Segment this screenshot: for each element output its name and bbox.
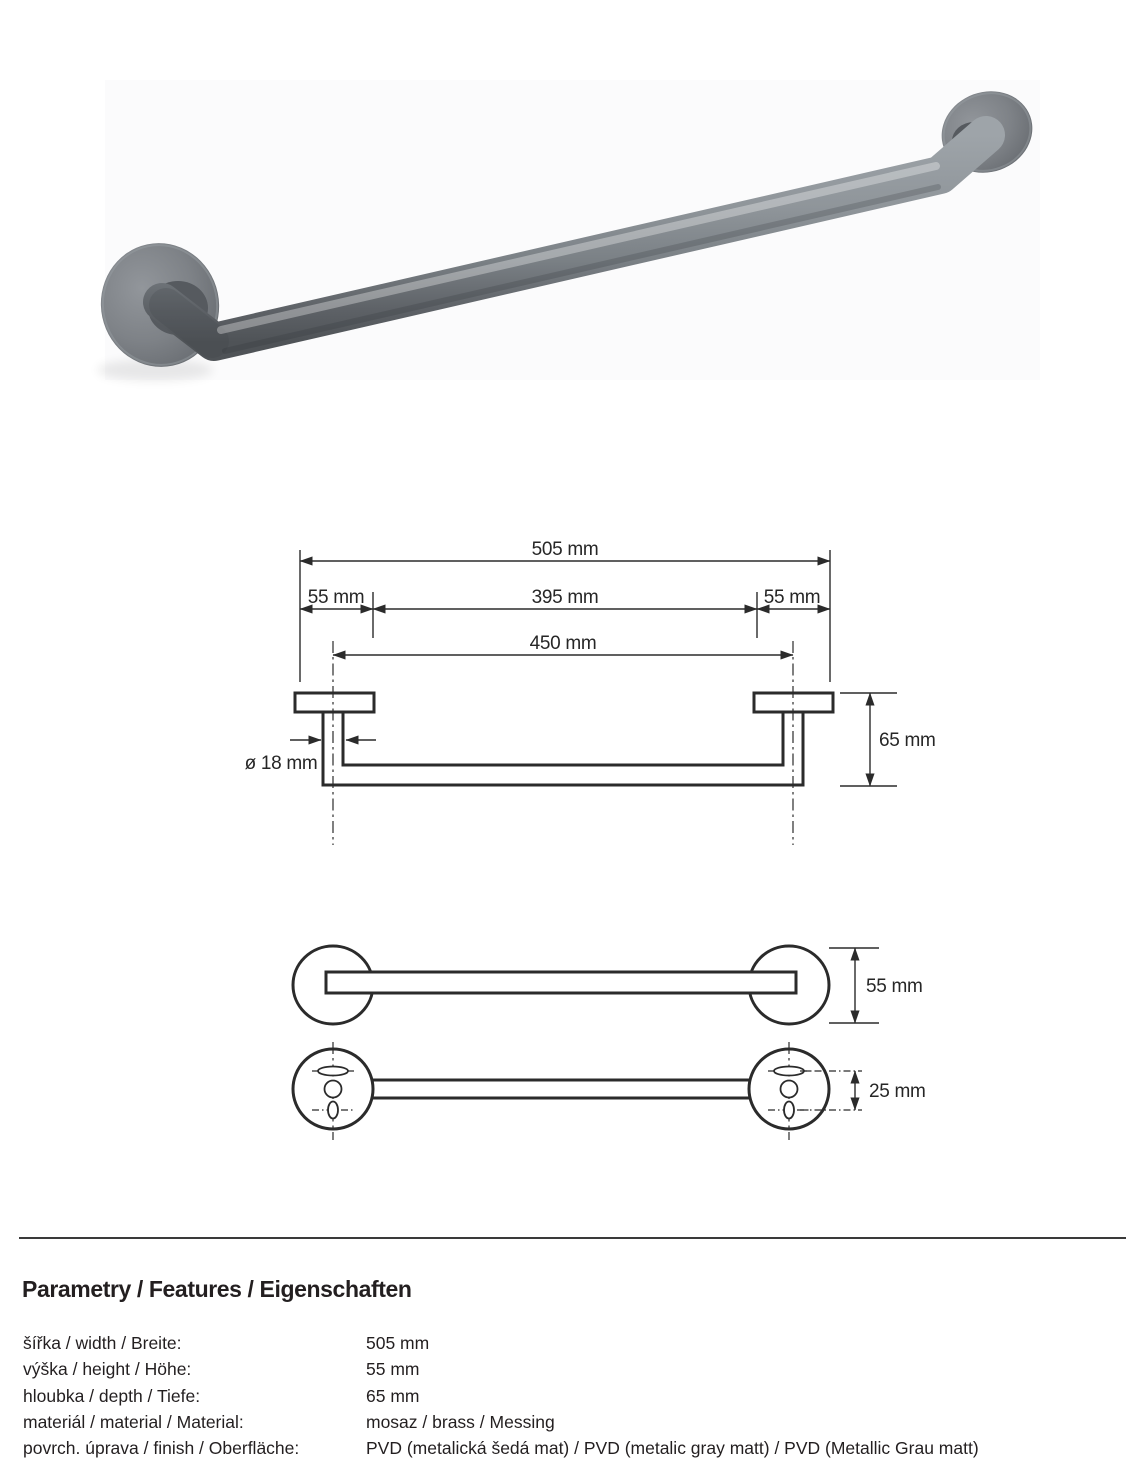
dim-inner-width-label: 395 mm: [531, 587, 599, 608]
slot-bottom-icon: [328, 1102, 338, 1119]
hole-center-icon: [325, 1081, 342, 1098]
dim-total-width: [300, 539, 830, 561]
bar-front: [326, 972, 796, 993]
param-value: mosaz / brass / Messing: [366, 1411, 555, 1432]
bar-outer-contour: [323, 712, 803, 785]
divider-rule: [19, 1237, 1126, 1239]
param-row-depth: [23, 1383, 1123, 1409]
slot-top-icon: [318, 1067, 348, 1076]
param-row-width: [23, 1330, 1123, 1356]
parameters-table: [23, 1330, 1123, 1461]
param-value: PVD (metalická šedá mat) / PVD (metalic gray matt) / PVD (Metallic Grau matt): [366, 1438, 979, 1459]
param-label: hloubka / depth / Tiefe:: [23, 1385, 201, 1406]
slot-top-icon: [774, 1067, 804, 1076]
wall-plate-left: [295, 693, 374, 712]
slot-bottom-icon: [784, 1102, 794, 1119]
dim-right-offset-label: 55 mm: [763, 587, 821, 608]
param-value: 505 mm: [366, 1333, 430, 1353]
dim-left-offset-label: 55 mm: [307, 587, 365, 608]
param-value: 55 mm: [366, 1359, 420, 1380]
param-row-material: [23, 1409, 1123, 1435]
param-value: 65 mm: [366, 1385, 420, 1406]
dim-total-width-label: 505 mm: [531, 539, 599, 560]
param-row-finish: [23, 1435, 1123, 1461]
dim-mount-centers: [333, 633, 793, 655]
dim-depth-label: 65 mm: [879, 730, 936, 751]
side-profile-view: [245, 539, 936, 845]
front-view: [293, 946, 923, 1024]
dim-tube-diameter-label: ø 18 mm: [244, 753, 318, 774]
dim-mount-centers-label: 450 mm: [529, 633, 597, 654]
technical-drawing: [0, 520, 1144, 1180]
param-label: povrch. úprava / finish / Oberfläche:: [23, 1438, 300, 1459]
dim-hole-spacing-label: 25 mm: [869, 1081, 926, 1102]
param-label: materiál / material / Material:: [23, 1411, 244, 1432]
product-photo: [0, 0, 1144, 470]
param-row-height: [23, 1356, 1123, 1382]
param-label: šířka / width / Breite:: [23, 1333, 182, 1353]
hole-center-icon: [781, 1081, 798, 1098]
dim-depth: [840, 693, 936, 786]
top-view: [293, 1042, 926, 1140]
dim-offsets-row: [300, 587, 830, 609]
dim-height: [829, 948, 923, 1023]
dim-tube-diameter: [245, 740, 376, 774]
param-label: výška / height / Höhe:: [23, 1359, 192, 1380]
bar-inner-contour: [343, 712, 783, 765]
parameters-title: Parametry / Features / Eigenschaften: [22, 1276, 412, 1302]
dim-height-label: 55 mm: [866, 976, 923, 997]
